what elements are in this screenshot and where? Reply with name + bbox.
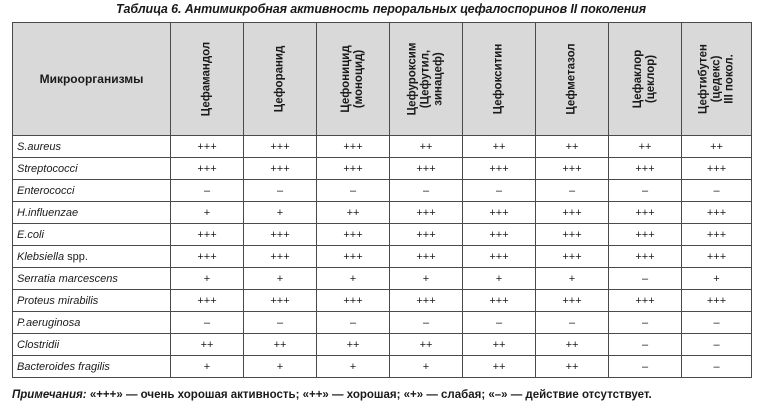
activity-cell: – (682, 334, 752, 356)
organism-name: Proteus mirabilis (17, 294, 99, 307)
activity-cell: +++ (317, 158, 390, 180)
activity-cell: +++ (536, 158, 609, 180)
activity-cell: ++ (609, 136, 682, 158)
activity-cell: – (609, 334, 682, 356)
activity-cell: – (317, 312, 390, 334)
activity-cell: – (171, 312, 244, 334)
activity-cell: +++ (463, 224, 536, 246)
activity-cell: – (244, 312, 317, 334)
table-body (13, 136, 752, 378)
activity-cell: +++ (317, 290, 390, 312)
activity-cell: – (609, 268, 682, 290)
table-row (13, 334, 752, 356)
organism-cell (13, 268, 171, 290)
organism-name: S.aureus (17, 140, 62, 153)
activity-cell: + (317, 268, 390, 290)
table-row (13, 246, 752, 268)
activity-cell: + (244, 356, 317, 378)
activity-cell: +++ (244, 290, 317, 312)
activity-cell: +++ (390, 202, 463, 224)
activity-cell: +++ (609, 202, 682, 224)
column-header-label: Цефметазол (565, 43, 578, 115)
header-row (13, 23, 752, 136)
activity-cell: ++ (171, 334, 244, 356)
table-row (13, 356, 752, 378)
activity-cell: +++ (463, 202, 536, 224)
footnote-label: Примечания: (12, 389, 87, 401)
activity-cell: ++ (463, 136, 536, 158)
column-header-drug (609, 23, 682, 136)
activity-cell: +++ (171, 290, 244, 312)
activity-cell: + (390, 268, 463, 290)
organism-cell (13, 246, 171, 268)
activity-cell: +++ (463, 290, 536, 312)
activity-cell: ++ (317, 202, 390, 224)
organism-cell (13, 180, 171, 202)
column-header-label: Цефаклор (цеклор) (632, 49, 657, 109)
activity-cell: – (390, 312, 463, 334)
table-caption: Таблица 6. Антимикробная активность пероральных цефалоспоринов II поколения (116, 2, 646, 16)
column-header-organisms: Микроорганизмы (13, 23, 171, 136)
activity-cell: – (609, 312, 682, 334)
column-header-drug (317, 23, 390, 136)
activity-cell: + (244, 202, 317, 224)
activity-cell: – (536, 312, 609, 334)
column-header-drug (463, 23, 536, 136)
activity-cell: +++ (536, 224, 609, 246)
column-header-label: Цефоницид (моноцид) (340, 45, 365, 113)
activity-cell: ++ (463, 356, 536, 378)
activity-cell: +++ (682, 202, 752, 224)
table-footnote (12, 389, 752, 401)
activity-cell: ++ (463, 334, 536, 356)
activity-cell: – (536, 180, 609, 202)
footnote-text: «+++» — очень хорошая активность; «++» — хорошая; «+» — слабая; «–» — действие отсутствует. (86, 389, 652, 401)
activity-cell: +++ (171, 136, 244, 158)
activity-cell: +++ (536, 290, 609, 312)
activity-cell: – (463, 312, 536, 334)
column-header-drug (244, 23, 317, 136)
activity-cell: – (244, 180, 317, 202)
activity-cell: +++ (244, 224, 317, 246)
activity-cell: + (682, 268, 752, 290)
activity-cell: +++ (463, 158, 536, 180)
activity-cell: + (536, 268, 609, 290)
organism-cell (13, 356, 171, 378)
activity-cell: – (317, 180, 390, 202)
activity-cell: – (390, 180, 463, 202)
activity-cell: + (171, 202, 244, 224)
activity-cell: ++ (244, 334, 317, 356)
activity-cell: ++ (390, 136, 463, 158)
column-header-drug (536, 23, 609, 136)
activity-cell: – (682, 180, 752, 202)
organism-cell (13, 202, 171, 224)
activity-cell: +++ (244, 136, 317, 158)
activity-cell: +++ (536, 246, 609, 268)
activity-cell: + (171, 268, 244, 290)
activity-cell: +++ (244, 158, 317, 180)
organism-name: Streptococci (17, 162, 78, 175)
activity-cell: +++ (463, 246, 536, 268)
table-row (13, 158, 752, 180)
activity-cell: +++ (609, 224, 682, 246)
table-row (13, 136, 752, 158)
activity-cell: – (609, 356, 682, 378)
activity-cell: ++ (390, 334, 463, 356)
activity-cell: – (171, 180, 244, 202)
column-header-drug (682, 23, 752, 136)
activity-table (12, 22, 752, 378)
organism-suffix: spp. (64, 250, 88, 263)
column-header-drug (171, 23, 244, 136)
activity-cell: +++ (390, 246, 463, 268)
activity-cell: +++ (682, 246, 752, 268)
activity-cell: + (390, 356, 463, 378)
activity-cell: +++ (390, 290, 463, 312)
column-header-label: Цефтибутен (цедекс) III покол. (697, 43, 735, 115)
table-row (13, 202, 752, 224)
activity-cell: +++ (171, 246, 244, 268)
activity-cell: +++ (317, 246, 390, 268)
organism-name: Enterococci (17, 184, 75, 197)
organism-name: E.coli (17, 228, 44, 241)
column-header-label: Цефокситин (492, 43, 505, 115)
activity-cell: + (171, 356, 244, 378)
activity-cell: +++ (390, 224, 463, 246)
activity-cell: +++ (171, 158, 244, 180)
table-row (13, 268, 752, 290)
organism-name: H.influenzae (17, 206, 79, 219)
activity-cell: +++ (317, 224, 390, 246)
activity-cell: +++ (171, 224, 244, 246)
activity-cell: +++ (390, 158, 463, 180)
activity-cell: ++ (536, 356, 609, 378)
activity-cell: + (463, 268, 536, 290)
activity-cell: + (244, 268, 317, 290)
column-header-label: Цефуроксим (Цефутил, зинацеф) (406, 42, 445, 116)
organism-cell (13, 136, 171, 158)
organism-cell (13, 290, 171, 312)
activity-cell: +++ (609, 158, 682, 180)
activity-cell: – (682, 356, 752, 378)
column-header-drug (390, 23, 463, 136)
activity-cell: ++ (317, 334, 390, 356)
activity-cell: ++ (682, 136, 752, 158)
activity-cell: – (609, 180, 682, 202)
organism-name: Clostridii (17, 338, 60, 351)
organism-cell (13, 312, 171, 334)
table-row (13, 224, 752, 246)
activity-cell: + (317, 356, 390, 378)
table-row (13, 312, 752, 334)
activity-cell: +++ (682, 290, 752, 312)
column-header-label: Цефамандол (200, 41, 213, 117)
activity-cell: +++ (244, 246, 317, 268)
activity-cell: +++ (317, 136, 390, 158)
organism-name: Bacteroides fragilis (17, 360, 110, 373)
activity-cell: +++ (609, 290, 682, 312)
organism-cell (13, 334, 171, 356)
organism-name: P.aeruginosa (17, 316, 81, 329)
activity-cell: – (682, 312, 752, 334)
table-row (13, 290, 752, 312)
activity-cell: +++ (609, 246, 682, 268)
table-row (13, 180, 752, 202)
activity-cell: – (463, 180, 536, 202)
organism-name: Klebsiella (17, 250, 65, 263)
activity-cell: +++ (536, 202, 609, 224)
column-header-label: Цефоранид (273, 45, 286, 113)
activity-cell: ++ (536, 136, 609, 158)
activity-cell: +++ (682, 158, 752, 180)
activity-cell: ++ (536, 334, 609, 356)
organism-cell (13, 224, 171, 246)
organism-name: Serratia marcescens (17, 272, 118, 285)
organism-cell (13, 158, 171, 180)
activity-cell: +++ (682, 224, 752, 246)
